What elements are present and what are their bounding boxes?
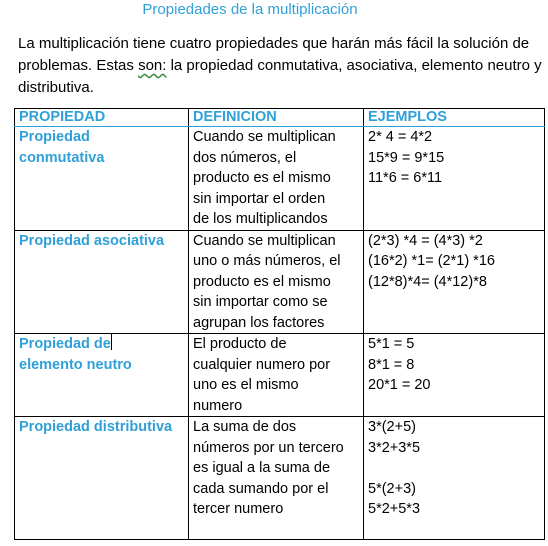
example-line: 5*1 = 5: [368, 336, 415, 352]
definition-line: agrupan los factores: [193, 314, 325, 331]
example-line: (12*8)*4= (4*12)*8: [368, 273, 487, 290]
property-definition: [189, 127, 364, 231]
intro-text-1: La multiplicación tiene cuatro propiedades que harán más fácil la solución de problemas. Estas: [18, 35, 530, 74]
spellcheck-word: son:: [138, 57, 167, 74]
document-title: Propiedades de la multiplicación: [142, 1, 358, 18]
property-examples: [364, 334, 545, 417]
definition-line: cada sumando por el: [193, 480, 329, 497]
example-line: 8*1 = 8: [368, 356, 415, 373]
table-row: [15, 334, 545, 417]
name-line: Propiedad asociativa: [19, 232, 165, 249]
property-name: [15, 127, 189, 231]
definition-line: dos números, el: [193, 149, 297, 166]
name-line: conmutativa: [19, 149, 105, 166]
table-row: [15, 127, 545, 231]
intro-paragraph: [18, 33, 546, 99]
example-line: (2*3) *4 = (4*3) *2: [368, 232, 483, 249]
name-line: [19, 334, 184, 355]
example-line: 11*6 = 6*11: [368, 170, 443, 186]
header-definicion: DEFINICION: [189, 109, 364, 127]
definition-line: cualquier numero por: [193, 356, 331, 373]
table-header-row: [15, 109, 545, 127]
definition-line: de los multiplicandos: [193, 211, 328, 227]
table-row: [15, 230, 545, 334]
definition-line: uno es el mismo: [193, 377, 299, 393]
example-line: (16*2) *1= (2*1) *16: [368, 253, 495, 269]
name-line: Propiedad: [19, 129, 90, 145]
name-line: Propiedad distributiva: [19, 419, 173, 435]
example-line: 15*9 = 9*15: [368, 149, 445, 166]
property-name: [15, 230, 189, 334]
example-line: 3*2+3*5: [368, 439, 421, 456]
properties-table: [14, 108, 545, 540]
definition-line: tercer numero: [193, 501, 284, 517]
definition-line: Cuando se multiplican: [193, 129, 336, 145]
header-propiedad: PROPIEDAD: [15, 109, 189, 127]
definition-line: números por un tercero: [193, 439, 344, 456]
name-line-text: Propiedad de: [19, 336, 111, 352]
table-row: [15, 417, 545, 540]
text-cursor: [111, 334, 112, 350]
example-line: 5*2+5*3: [368, 501, 421, 517]
name-line: elemento neutro: [19, 356, 132, 373]
definition-line: Cuando se multiplican: [193, 232, 336, 249]
example-line: 2* 4 = 4*2: [368, 129, 433, 145]
header-ejemplos: EJEMPLOS: [364, 109, 545, 127]
definition-line: numero: [193, 397, 243, 414]
definition-line: sin importar el orden: [193, 190, 326, 207]
definition-line: El producto de: [193, 336, 287, 352]
definition-line: uno o más números, el: [193, 253, 341, 269]
definition-line: La suma de dos: [193, 419, 297, 435]
property-examples: [364, 417, 545, 540]
property-definition: [189, 417, 364, 540]
blank-line: [368, 458, 540, 479]
example-line: 5*(2+3): [368, 480, 416, 497]
definition-line: producto es el mismo: [193, 170, 331, 186]
property-definition: [189, 230, 364, 334]
property-examples: [364, 230, 545, 334]
property-name: [15, 334, 189, 417]
definition-line: sin importar como se: [193, 294, 328, 310]
intro-text-2: la propiedad conmutativa, asociativa, elemento neutro y distributiva.: [18, 57, 542, 96]
example-line: 20*1 = 20: [368, 377, 431, 393]
example-line: 3*(2+5): [368, 419, 416, 435]
definition-line: es igual a la suma de: [193, 460, 331, 476]
property-name: [15, 417, 189, 540]
definition-line: producto es el mismo: [193, 273, 331, 290]
property-examples: [364, 127, 545, 231]
property-definition: [189, 334, 364, 417]
